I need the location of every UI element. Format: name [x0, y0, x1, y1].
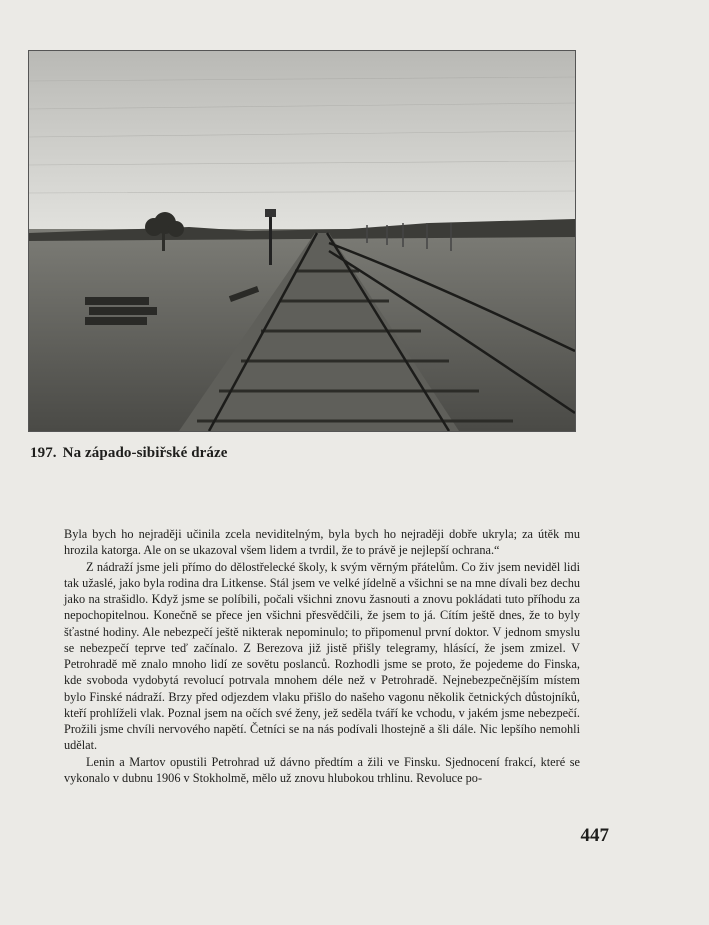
body-text — [64, 526, 580, 786]
figure-title: Na západo-sibiřské dráze — [62, 445, 228, 461]
railway-illustration — [29, 51, 575, 431]
railway-photograph — [28, 50, 576, 432]
paragraph: Byla bych ho nejraději učinila zcela neviditelným, byla bych ho nejraději dobře ukryla; za útěk mu hrozila katorga. Ale on se ukazoval všem lidem a tvrdil, že to právě je nejlepší ochrana.“ — [64, 527, 580, 558]
figure-caption — [30, 445, 228, 462]
figure-number: 197. — [30, 445, 57, 461]
page-number: 447 — [580, 825, 609, 846]
paragraph: Z nádraží jsme jeli přímo do dělostřelecké školy, k svým věrným přátelům. Co živ jsem neviděl lidi tak užaslé, jako byla rodina dra Litkense. Stál jsem ve velké jídelně a všichni se na mne dívali bez dechu jako na strašidlo. Když jsme se políbili, počali všichni znovu žasnouti a znovu pokládati tuto příhodu za nepochopitelnou. Konečně se přece jen všichni přesvědčili, že jsem to já. Cítím ještě dnes, že to byly šťastné hodiny. Ale nebezpečí ještě nikterak nepominulo; to připomenul první doktor. V jednom smyslu se nebezpečí teprve teď začínalo. Z Berezova již jistě přišly telegramy, hlásící, že jsem zmizel. V Petrohradě mě znalo mnoho lidí ze sovětu poslanců. Rozhodli jsme se proto, že pojedeme do Finska, kde svoboda vydobytá revolucí potrvala mnohem déle než v Petrohradě. Nejnebezpečnějším místem bylo Finské nádraží. Brzy před odjezdem vlaku přišlo do našeho vagonu několik četnických důstojníků, kteří prohlíželi vlak. Poznal jsem na očích své ženy, jež seděla tváří ke vchodu, v jakém jsme nebezpečí. Prožili jsme chvíli nervového napětí. Četníci se na nás podívali lhostejně a šli dále. Nic lepšího nemohli udělat. — [64, 559, 580, 753]
paragraph: Lenin a Martov opustili Petrohrad už dávno předtím a žili ve Finsku. Sjednocení frakcí, které se vykonalo v dubnu 1906 v Stokholmě, mělo už znovu hlubokou trhlinu. Revoluce po- — [64, 754, 580, 785]
